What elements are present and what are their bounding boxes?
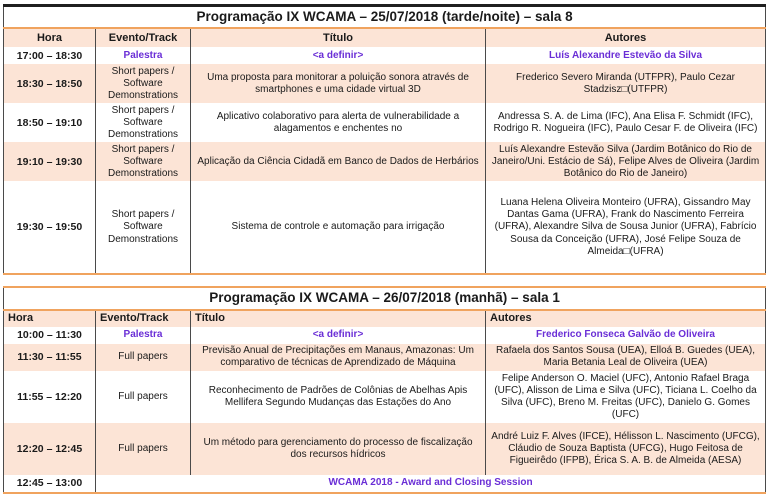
- autores-cell: Frederico Severo Miranda (UTFPR), Paulo Cezar Stadzisz□(UTFPR): [486, 64, 766, 103]
- titulo-cell: <a definir>: [191, 327, 486, 344]
- hora-cell: 18:30 – 18:50: [4, 64, 96, 103]
- col-header-autores: Autores: [486, 310, 766, 327]
- autores-cell: Rafaela dos Santos Sousa (UEA), Elloá B. Guedes (UEA), Maria Betania Leal de Oliveira (UEA): [486, 344, 766, 371]
- col-header-titulo: Título: [191, 28, 486, 47]
- evento-cell: Palestra: [96, 47, 191, 64]
- autores-cell: Felipe Anderson O. Maciel (UFC), Antonio Rafael Braga (UFC), Alisson de Lima e Silva (UFC), Ticiana L. Coelho da Silva (UFC), Breno M. Freitas (UFC), Danielo G. Gomes (UFC): [486, 371, 766, 423]
- col-header-evento: Evento/Track: [96, 28, 191, 47]
- hora-cell: 19:30 – 19:50: [16, 221, 83, 234]
- col-header-titulo: Título: [191, 310, 486, 327]
- table-row: [4, 47, 766, 64]
- table-row: [4, 344, 766, 371]
- evento-cell: Full papers: [96, 423, 191, 475]
- autores-cell: Frederico Fonseca Galvão de Oliveira: [486, 327, 766, 344]
- col-header-autores: Autores: [486, 28, 766, 47]
- table-row: [4, 103, 766, 142]
- titulo-cell: Previsão Anual de Precipitações em Manaus, Amazonas: Um comparativo de técnicas de Aprendizado de Máquina: [191, 344, 486, 371]
- hora-cell: 11:30 – 11:55: [4, 344, 96, 371]
- titulo-cell: Uma proposta para monitorar a poluição sonora através de smartphones e uma cidade virtual 3D: [191, 64, 486, 103]
- hora-cell: 11:55 – 12:20: [17, 390, 82, 403]
- table1-header-row: [4, 28, 766, 47]
- evento-cell: Palestra: [96, 327, 191, 344]
- table-row: [4, 371, 766, 423]
- titulo-cell: <a definir>: [191, 47, 486, 64]
- closing-session-row: [4, 475, 766, 493]
- autores-cell: Luís Alexandre Estevão da Silva: [486, 47, 766, 64]
- hora-cell: 12:20 – 12:45: [4, 423, 96, 475]
- titulo-cell: Reconhecimento de Padrões de Colônias de Abelhas Apis Mellifera Segundo Mudanças das Estações do Ano: [191, 371, 486, 423]
- evento-cell: Short papers / Software Demonstrations: [96, 64, 191, 103]
- col-header-evento: Evento/Track: [96, 310, 191, 327]
- hora-cell: 12:45 – 13:00: [16, 477, 83, 490]
- evento-cell: Short papers / Software Demonstrations: [96, 142, 191, 181]
- titulo-cell: Aplicação da Ciência Cidadã em Banco de Dados de Herbários: [191, 142, 486, 181]
- schedule-table-day1: [3, 4, 766, 275]
- evento-cell: Full papers: [96, 344, 191, 371]
- table-row: [4, 64, 766, 103]
- titulo-cell: Aplicativo colaborativo para alerta de vulnerabilidade a alagamentos e enchentes no: [191, 103, 486, 142]
- table2-header-row: [4, 310, 766, 327]
- schedule-table-day2: [3, 286, 766, 493]
- autores-cell: Luana Helena Oliveira Monteiro (UFRA), Gissandro May Dantas Gama (UFRA), Frank do Nascimento Ferreira (UFRA), Alexandre Silva de Sousa Junior (UFRA), Fabrício Sousa da Conceição (UFRA), José Felipe Souza de Almeida□(UFRA): [486, 181, 766, 274]
- table-row: [4, 327, 766, 344]
- table-row: [4, 142, 766, 181]
- evento-cell: Short papers / Software Demonstrations: [96, 103, 191, 142]
- table-row: [4, 181, 766, 274]
- hora-cell: 10:00 – 11:30: [17, 329, 82, 342]
- table-row: [4, 423, 766, 475]
- hora-cell: 19:10 – 19:30: [4, 142, 96, 181]
- evento-cell: Full papers: [96, 371, 191, 423]
- table2-title: Programação IX WCAMA – 26/07/2018 (manhã) – sala 1: [4, 287, 766, 309]
- autores-cell: Luís Alexandre Estevão Silva (Jardim Botânico do Rio de Janeiro/Uni. Estácio de Sá), Felipe Alves de Oliveira (Jardim Botânico do Rio de Janeiro): [486, 142, 766, 181]
- titulo-cell: Um método para gerenciamento do processo de fiscalização dos recursos hídricos: [191, 423, 486, 475]
- titulo-cell: Sistema de controle e automação para irrigação: [191, 181, 486, 274]
- table1-title: Programação IX WCAMA – 25/07/2018 (tarde/noite) – sala 8: [4, 6, 766, 29]
- evento-cell: Short papers / Software Demonstrations: [96, 181, 191, 274]
- col-header-hora: Hora: [4, 310, 96, 327]
- hora-cell: 18:50 – 19:10: [16, 116, 83, 129]
- closing-session-label: WCAMA 2018 - Award and Closing Session: [96, 475, 766, 493]
- autores-cell: Andressa S. A. de Lima (IFC), Ana Elisa F. Schmidt (IFC), Rodrigo R. Nogueira (IFC), Paulo Cesar F. de Oliveira (IFC): [486, 103, 766, 142]
- hora-cell: 17:00 – 18:30: [16, 49, 83, 62]
- autores-cell: André Luiz F. Alves (IFCE), Hélisson L. Nascimento (UFCG), Cláudio de Souza Baptista (UFCG), Hugo Feitosa de Figueirêdo (IFPB), Érica S. A. B. de Almeida (AESA): [486, 423, 766, 475]
- col-header-hora: Hora: [4, 28, 96, 47]
